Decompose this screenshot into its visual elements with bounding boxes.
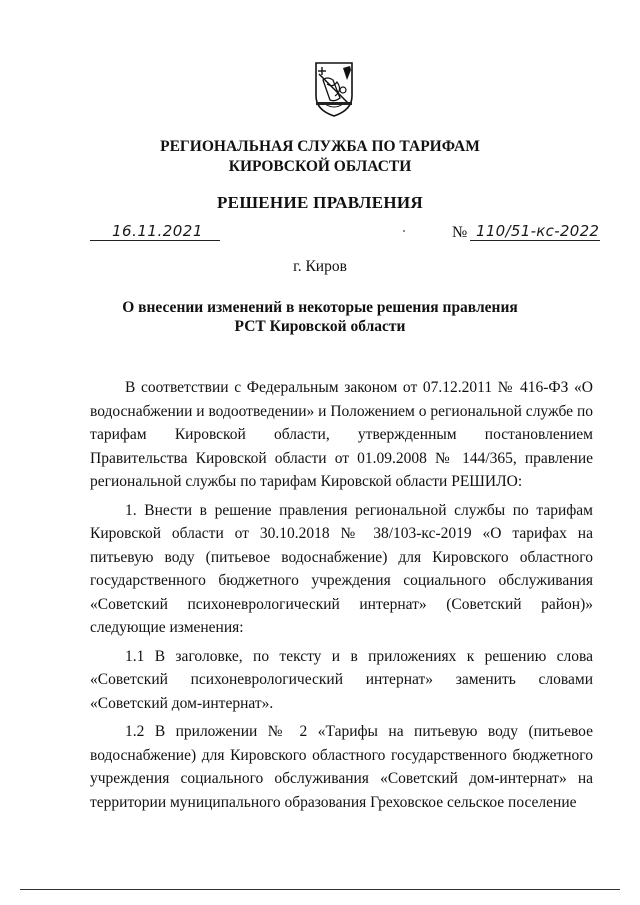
document-body xyxy=(90,376,593,814)
decision-date: 16.11.2021 xyxy=(112,222,203,240)
scan-speck xyxy=(403,230,405,232)
page-bottom-rule xyxy=(20,889,620,890)
subject-line1: О внесении изменений в некоторые решения правления xyxy=(122,299,518,316)
decision-number: 110/51-кс-2022 xyxy=(476,222,600,240)
city: г. Киров xyxy=(293,258,347,275)
coat-of-arms-icon xyxy=(313,60,355,118)
paragraph-item-1-1: 1.1 В заголовке, по тексту и в приложениях к решению слова «Советский психоневрологический интернат» заменить словами «Советский дом-интернат». xyxy=(90,647,593,712)
paragraph-preamble: В соответствии с Федеральным законом от 07.12.2011 № 416-ФЗ «О водоснабжении и водоотведении» и Положением о региональной службе по тарифам Кировской области, утвержденным постановлением Правительства Кировской области от 01.09.2008 № 144/365, правление региональной службы по тарифам Кировской области РЕШИЛО: xyxy=(90,379,593,490)
paragraph-item-1: 1. Внести в решение правления региональной службы по тарифам Кировской области от 30.10.2018 № 38/103-кс-2019 «О тарифах на питьевую воду (питьевое водоснабжение) для Кировского областного государственного бюджетного учреждения социального обслуживания «Советский психоневрологический интернат» (Советский район)» следующие изменения: xyxy=(90,501,593,636)
document-title: РЕШЕНИЕ ПРАВЛЕНИЯ xyxy=(217,193,423,212)
organization-name-line2: КИРОВСКОЙ ОБЛАСТИ xyxy=(228,158,412,175)
date-underline xyxy=(90,240,220,241)
paragraph-item-1-2: 1.2 В приложении № 2 «Тарифы на питьевую воду (питьевое водоснабжение) для Кировского областного государственного бюджетного учреждения социального обслуживания «Советский дом-интернат» на территории муниципального образования Греховское сельское поселение xyxy=(90,723,593,811)
organization-name-line1: РЕГИОНАЛЬНАЯ СЛУЖБА ПО ТАРИФАМ xyxy=(160,138,480,155)
number-underline xyxy=(470,240,600,241)
subject-line2: РСТ Кировской области xyxy=(234,318,406,335)
number-sign: № xyxy=(452,224,468,241)
